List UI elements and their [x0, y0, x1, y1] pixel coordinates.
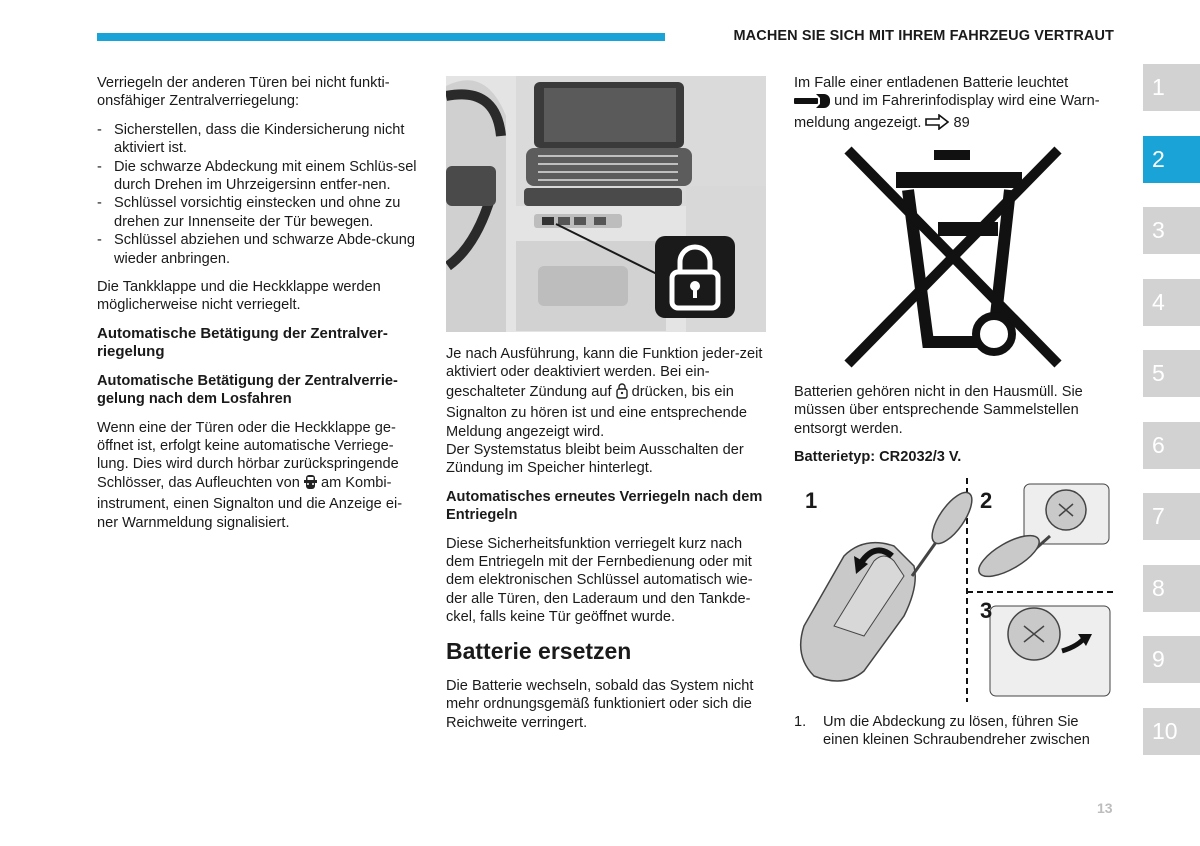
tab-chapter-2[interactable]: 2 [1143, 136, 1200, 183]
battery-type: Batterietyp: CR2032/3 V. [794, 449, 962, 466]
heading-central-locking: Automatische Betätigung der Zentralver-riegelung [97, 324, 388, 361]
section-title-battery: Batterie ersetzen [446, 637, 632, 664]
lock-icon [662, 240, 728, 319]
figure-label-1: 1 [805, 488, 818, 513]
tab-chapter-7[interactable]: 7 [1143, 493, 1200, 540]
auto-lock-text-a: Wenn eine der Türen oder die Heckklappe ge-öffnet ist, erfolgt keine automatische Verriege-lung. Dies wird durch hörbar zurückspringende Schlösser, das Aufleuchten von [97, 419, 399, 491]
tab-chapter-6[interactable]: 6 [1143, 422, 1200, 469]
tab-chapter-9[interactable]: 9 [1143, 636, 1200, 683]
note-text: Die Tankklappe und die Heckklappe werden möglicherweise nicht verriegelt. [97, 279, 381, 314]
wrench-icon [794, 94, 830, 113]
header-accent-bar [97, 33, 665, 41]
battery-replacement-figure [794, 476, 1116, 706]
crossed-out-bin-icon [838, 142, 1068, 372]
step-number: 1. [794, 714, 807, 730]
heading-auto-lock-driving: Automatische Betätigung der Zentralverrie-gelung nach dem Losfahren [97, 372, 398, 408]
column-middle [446, 345, 768, 742]
tab-chapter-3[interactable]: 3 [1143, 207, 1200, 254]
disposal-paragraph: Batterien gehören nicht in den Hausmüll. Sie müssen über entsprechende Sammelstellen entsorgt werden. [794, 384, 1083, 437]
tab-chapter-1[interactable]: 1 [1143, 64, 1200, 111]
battery-warning-text-b: und im Fahrerinfodisplay wird eine Warn-meldung angezeigt. [794, 93, 1100, 131]
chapter-header-title: MACHEN SIE SICH MIT IHREM FAHRZEUG VERTRAUT [733, 28, 1114, 44]
numbered-step [794, 713, 1104, 750]
list-item: - Schlüssel vorsichtig einstecken und ohne zu drehen zur Innenseite der Tür bewegen. [97, 194, 419, 231]
relock-paragraph: Diese Sicherheitsfunktion verriegelt kurz nach dem Entriegeln mit der Fernbedienung oder mit dem elektronischen Schlüssel automatisch wie-der alle Türen, den Laderaum und den Tankde-ckel, falls keine Tür geöffnet wurde. [446, 535, 753, 626]
function-text-b: drücken, bis ein Signalton zu hören ist und eine entsprechende Meldung angezeigt wird. [446, 383, 748, 440]
function-paragraph [446, 345, 768, 441]
list-item: - Schlüssel abziehen und schwarze Abde-ckung wieder anbringen. [97, 231, 419, 268]
list-item: - Sicherstellen, dass die Kindersicherung nicht aktiviert ist. [97, 121, 419, 158]
battery-warning-paragraph [794, 74, 1104, 135]
auto-lock-paragraph [97, 419, 419, 532]
lock-icon [616, 382, 628, 404]
figure-label-2: 2 [980, 488, 993, 513]
page-reference-arrow-icon [925, 114, 949, 135]
page-number: 13 [1097, 800, 1113, 816]
procedure-list [97, 121, 419, 268]
dashboard-lock-button-photo [446, 76, 766, 332]
column-right [794, 74, 1104, 145]
column-left [97, 74, 419, 542]
heading-auto-relock: Automatisches erneutes Verriegeln nach dem Entriegeln [446, 488, 763, 524]
battery-paragraph: Die Batterie wechseln, sobald das System nicht mehr ordnungsgemäß funktioniert oder sich die Reichweite verringert. [446, 677, 754, 731]
tab-chapter-10[interactable]: 10 [1143, 708, 1200, 755]
column-right-lower [794, 383, 1104, 477]
tab-chapter-5[interactable]: 5 [1143, 350, 1200, 397]
list-item: - Die schwarze Abdeckung mit einem Schlüs-sel durch Drehen im Uhrzeigersinn entfer-nen. [97, 158, 419, 195]
car-door-icon [304, 474, 317, 495]
auto-lock-text-b: am Kombi-instrument, einen Signalton und die Anzeige ei-ner Warnmeldung signalisiert. [97, 474, 403, 531]
figure-label-3: 3 [980, 598, 993, 623]
tab-chapter-8[interactable]: 8 [1143, 565, 1200, 612]
page-reference[interactable]: 89 [953, 114, 970, 131]
step-text: Um die Abdeckung zu lösen, führen Sie einen kleinen Schraubendreher zwischen [823, 714, 1090, 749]
battery-warning-text-a: Im Falle einer entladenen Batterie leuchtet [794, 75, 1069, 91]
chapter-tabs [1143, 64, 1200, 779]
memory-paragraph: Der Systemstatus bleibt beim Ausschalten der Zündung im Speicher hinterlegt. [446, 442, 744, 477]
intro-text: Verriegeln der anderen Türen bei nicht funkti-onsfähiger Zentralverriegelung: [97, 75, 390, 110]
function-text-a: Je nach Ausführung, kann die Funktion jeder-zeit aktiviert oder deaktiviert werden. Bei ein-geschalteter Zündung auf [446, 346, 763, 400]
tab-chapter-4[interactable]: 4 [1143, 279, 1200, 326]
